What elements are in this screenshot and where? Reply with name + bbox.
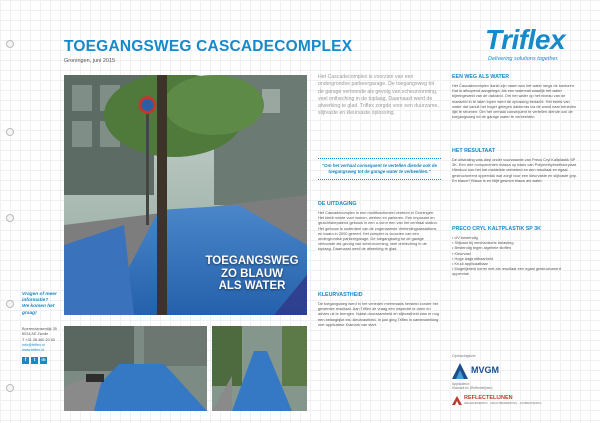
overlay-line-3: ALS WATER xyxy=(218,280,286,292)
intro-paragraph: Het Cascadecomplex is voorzien van een ondergrondse parkeergarage. De toegangsweg tot de garage vertoonde als gevolg van scheurvorming, veel ontheching in de toplaag. Daarnaast werd de afwerking te glad. Triflex zorgde voor een duurzame, slijtvaste en kleurvaste oplossing. xyxy=(318,74,439,117)
address-city: 8024 AE Zwolle xyxy=(22,332,49,337)
slogan-line: Vragen of meer xyxy=(22,292,57,297)
overlay-line-2: ZO BLAUW xyxy=(221,267,283,280)
opdrachtgever-label: Opdrachtgever xyxy=(452,354,476,358)
binder-hole xyxy=(6,300,14,308)
road-photo-illustration xyxy=(64,326,207,411)
binder-hole xyxy=(6,128,14,136)
feature-item: • Hoge dagtrottbaarheid xyxy=(452,256,577,261)
mvgm-mark-icon xyxy=(452,361,468,379)
weg-als-water-text: Het Cascadecomplex dankt zijn naam aan het water langs de kantoren. Dat is afloopend aangelegd. Als een watervall waarlijk het water bijeengeweld van de dakrand. Om het water op het niveau van de maaiveld in te laten lopen werd de oplossing bedacht. Het beeld van water dat vanuit het hoger gelegen dakterras via de wand naar beneden lijkt te stromen. Om het verhaal consequent te vertellen diende ook de toegangsweg tot de garage water te verbeelden. xyxy=(452,83,577,120)
feature-item: • Kleurvast xyxy=(452,251,577,256)
slogan-line: informatie? xyxy=(22,298,49,304)
photo-small-right xyxy=(212,326,307,411)
applicateur-name: Klamark bv (Reflectelijnen) xyxy=(452,386,493,391)
contact-address xyxy=(22,327,60,354)
reflectelijnen-subtext: WEGMARKERING · ASFALTBEWERKING · AANBESTEDING xyxy=(464,401,542,405)
binder-hole xyxy=(6,214,14,222)
photo-overlay-text xyxy=(182,255,307,293)
feature-item: • Kruul applicaatbaar xyxy=(452,261,577,266)
overlay-line-1: TOEGANGSWEG xyxy=(205,255,299,267)
page-title: TOEGANGSWEG CASCADECOMPLEX xyxy=(64,38,353,55)
address-street: Boerendanserdijk 35 xyxy=(22,326,57,331)
date-line: Groningen, juni 2015 xyxy=(64,58,116,64)
pull-quote: "Om het verhaal consequent te vertellen diende ook de toegangsweg tot de garage water te verbeelden." xyxy=(318,158,441,180)
feature-item: • Bestendig tegen algehele stoffen xyxy=(452,245,577,250)
linkedin-icon[interactable]: in xyxy=(41,357,46,363)
triflex-logo: Triflex xyxy=(485,24,566,55)
binder-hole xyxy=(6,384,14,392)
slogan-line: We komen het graag! xyxy=(22,304,55,316)
mvgm-logo xyxy=(452,360,512,380)
kleurvastheid-text: De toegangsweg werd in het verleden meermaals hersteld zonder het gewenste resultaat. Aan Triflex de vraag een inspectie te doen en advies uit te brengen. Naast duurzaamheid en slijtvastheid was er nog een belangrijke eis: kleurvastheid. In juni ging Triflex in samenwerking met applicateur Klamark van start. xyxy=(318,301,439,327)
road-photo-illustration xyxy=(212,326,307,411)
contact-sidebar xyxy=(22,292,60,364)
feature-item: • Mogelijkheid korrel met als resultaat een egaal gestructureerd oppervlak xyxy=(452,266,577,276)
reflectelijnen-mark-icon xyxy=(452,396,462,405)
logo-tagline: Delivering solutions together. xyxy=(488,56,559,62)
section-heading-weg-als-water: EEN WEG ALS WATER xyxy=(452,74,510,80)
photo-small-left xyxy=(64,326,207,411)
uitdaging-text: Het Cascadecomplex is een multifunctioneel centrum in Groningen. Het biedt ruimte voor wonen, werken en parkeren. Een imposant en gezichtsbepalend gebouw in een u-vorm een van het centraal station. Het gebouw is onderdeel van de zogenaamde Verbindingsasstations en kwam in 2000 gereed. Het complex is voorzien van een ondergrondse parkeergarage. De toegangsweg tot de garage vertoonde als gevolg van scheurvorming, veel ontheching in de toplaag. Daarnaast werd de afwerking te glad. xyxy=(318,210,438,252)
facebook-icon[interactable]: f xyxy=(22,357,29,364)
applicateur-label xyxy=(452,382,493,390)
section-heading-resultaat: HET RESULTAAT xyxy=(452,148,495,154)
section-heading-product: PRECO CRYL KALTPLASTIK SP 3K xyxy=(452,226,541,232)
address-phone: T +31 38 460 20 50 xyxy=(22,337,55,342)
contact-slogan xyxy=(22,292,60,317)
feature-item: • Slijtvast bij mechanische belasting xyxy=(452,240,577,245)
section-heading-uitdaging: DE UITDAGING xyxy=(318,201,357,207)
applicateur-label-line: Applicateur: xyxy=(452,382,470,386)
feature-item: • UV bestendig xyxy=(452,235,577,240)
reflectelijnen-logo xyxy=(452,395,542,405)
reflectelijnen-text: REFLECTELIJNEN xyxy=(464,395,513,401)
mvgm-text: MVGM xyxy=(471,365,499,375)
section-heading-kleurvastheid: KLEURVASTHEID xyxy=(318,292,363,298)
twitter-icon[interactable]: t xyxy=(31,357,38,364)
binder-hole xyxy=(6,40,14,48)
social-icons xyxy=(22,357,60,364)
email-link[interactable]: info@triflex.nl xyxy=(22,343,46,348)
product-feature-list xyxy=(452,235,577,277)
website-link[interactable]: www.triflex.nl xyxy=(22,348,45,353)
resultaat-text: De uitstraling was diep onder voorwaarde van Preco Cryl Kaltplastik SP 3K. Een drie componenten massa op basis van Polymethylmethacrylaat. Hierdoor kon het het middelste verbeterd en een resultaat en egaal gestructureerd oppervlak wat zorgt voor een kleurvaste en slijtvaste grip. En blauw? Blauw is en blijft gewoon blauw als water. xyxy=(452,157,577,183)
main-photo xyxy=(64,75,307,315)
